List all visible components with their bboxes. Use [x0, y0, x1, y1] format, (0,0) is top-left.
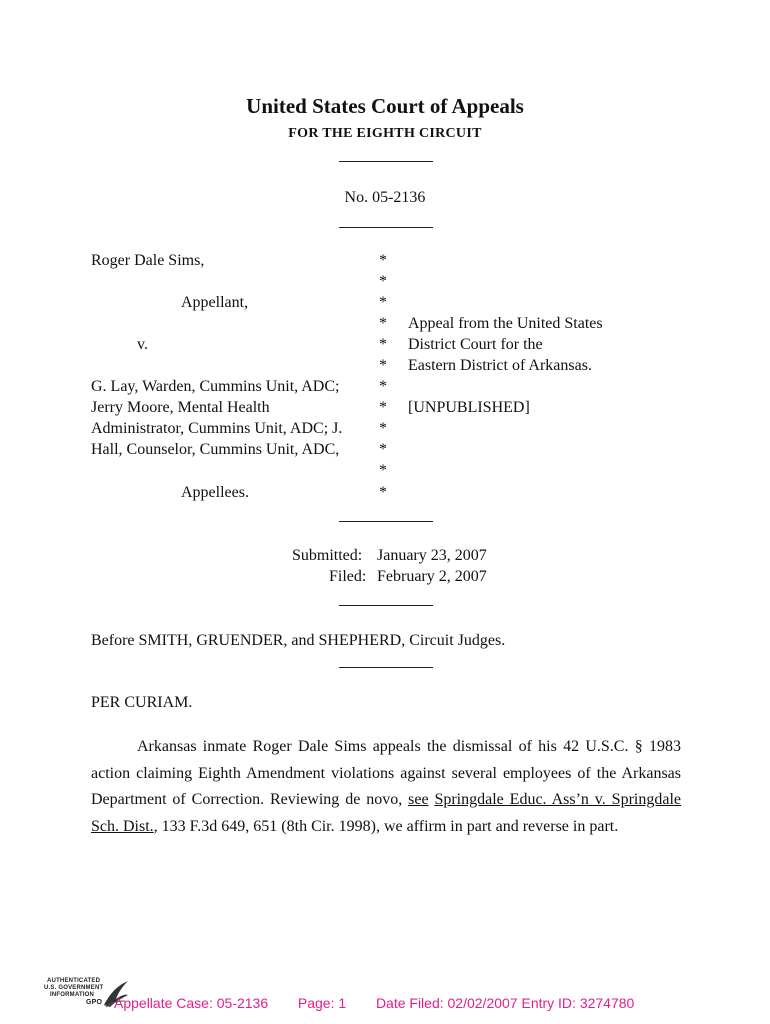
- versus-label: v.: [137, 336, 148, 353]
- appeal-origin-line: District Court for the: [408, 336, 543, 353]
- filing-footer: [114, 995, 634, 1011]
- divider-rule: [339, 227, 433, 228]
- opinion-heading: PER CURIAM.: [91, 694, 193, 711]
- unpublished-label: [UNPUBLISHED]: [408, 399, 530, 416]
- caption-star: *: [379, 273, 387, 290]
- caption-star: *: [379, 420, 387, 437]
- footer-case: Appellate Case: 05-2136: [114, 995, 269, 1011]
- divider-rule: [339, 521, 433, 522]
- opinion-text: Arkansas inmate Roger Dale Sims appeals the dismissal of his 42 U.S.C. § 1983 action claiming Eighth Amendment violations against several employees of the Arkansas Department of Correction. Reviewing de novo,: [91, 738, 681, 808]
- circuit-subtitle: FOR THE EIGHTH CIRCUIT: [288, 126, 482, 141]
- party-role-appellant: Appellant,: [181, 294, 249, 311]
- opinion-paragraph: [91, 734, 681, 840]
- court-title: United States Court of Appeals: [246, 94, 524, 118]
- caption-star: *: [379, 441, 387, 458]
- opinion-text: , 133 F.3d 649, 651 (8th Cir. 1998), we affirm in part and reverse in part.: [153, 817, 619, 835]
- appeal-origin-line: Eastern District of Arkansas.: [408, 357, 592, 374]
- footer-page: Page: 1: [297, 995, 347, 1011]
- citation-signal: see: [408, 791, 429, 808]
- caption-star: *: [379, 315, 387, 332]
- caption-star: *: [379, 357, 387, 374]
- party-appellee-line: Administrator, Cummins Unit, ADC; J.: [91, 420, 343, 437]
- party-appellant-name: Roger Dale Sims,: [91, 252, 205, 269]
- caption-star: *: [379, 462, 387, 479]
- divider-rule: [339, 667, 433, 668]
- gpo-logo-line: U.S. GOVERNMENT: [44, 985, 104, 991]
- party-appellee-line: Hall, Counselor, Cummins Unit, ADC,: [91, 441, 340, 458]
- gpo-logo-line: INFORMATION: [50, 992, 95, 998]
- case-number: No. 05-2136: [344, 189, 426, 206]
- gpo-logo-mark: GPO: [86, 999, 103, 1006]
- caption-star: *: [379, 484, 387, 501]
- submitted-date: January 23, 2007: [377, 547, 487, 564]
- party-appellee-line: G. Lay, Warden, Cummins Unit, ADC;: [91, 378, 340, 395]
- party-appellee-line: Jerry Moore, Mental Health: [91, 399, 270, 416]
- caption-star: *: [379, 336, 387, 353]
- caption-star: *: [379, 399, 387, 416]
- caption-star: *: [379, 294, 387, 311]
- divider-rule: [339, 161, 433, 162]
- divider-rule: [339, 605, 433, 606]
- caption-star: *: [379, 378, 387, 395]
- gpo-logo-line: AUTHENTICATED: [47, 978, 101, 984]
- appeal-origin-line: Appeal from the United States: [408, 315, 603, 332]
- submitted-label: Submitted:: [292, 547, 363, 564]
- party-role-appellees: Appellees.: [181, 484, 249, 501]
- case-citation: Springdale Educ. Ass’n v. Springdale Sch. Dist.: [91, 791, 681, 835]
- filed-label: Filed:: [329, 568, 367, 585]
- panel-judges: Before SMITH, GRUENDER, and SHEPHERD, Circuit Judges.: [91, 632, 506, 649]
- caption-star: *: [379, 252, 387, 269]
- filed-date: February 2, 2007: [377, 568, 487, 585]
- footer-date-filed: Date Filed: 02/02/2007 Entry ID: 3274780: [375, 995, 635, 1011]
